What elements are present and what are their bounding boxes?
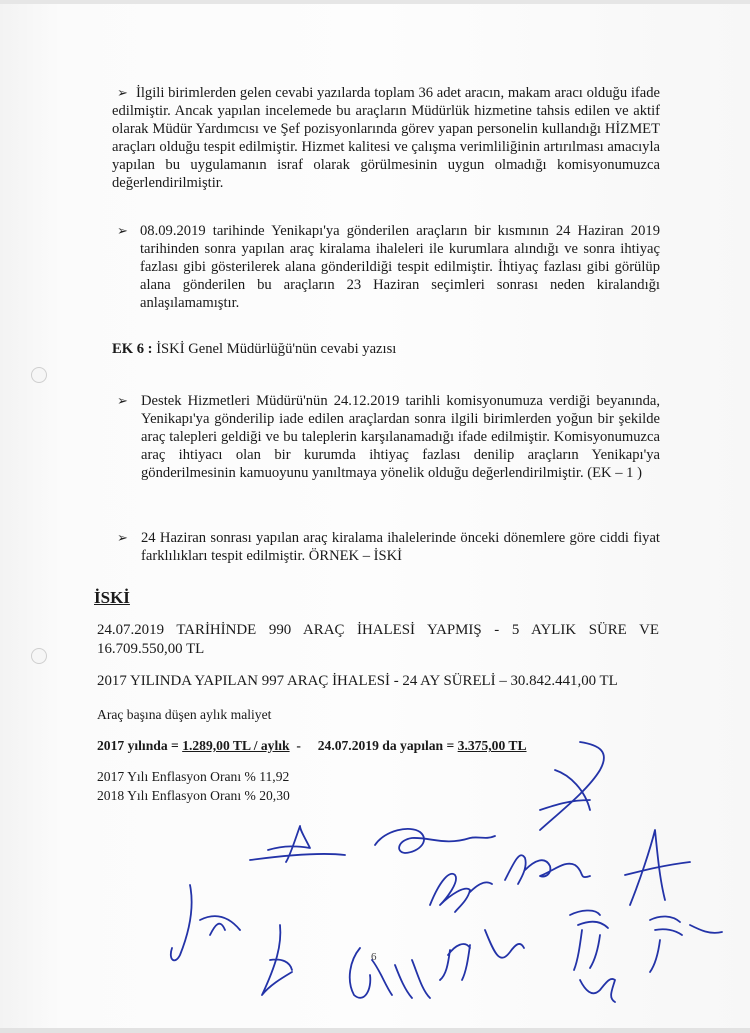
signature: [625, 830, 690, 905]
paragraph-destek-hizmetleri: Destek Hizmetleri Müdürü'nün 24.12.2019 tarihli komisyonumuza verdiği beyanında, Yenikapı'ya gönderilip iade edilen araçlardan sonra ilgili birimlerden yoğun bir şekilde araç talepleri geldiği ve bu taleplerin karşılanamadığı ifade edilmiştir. Komisyonumuzca araç ihtiyacı olan bir kurumda ihtiyaç fazlası denilip araçların Yenikapı'ya gönderilmesinin kamuoyunu yanıltmaya yönelik olduğu değerlendirilmiştir. (EK – 1 ): [141, 393, 660, 481]
signature: [650, 916, 722, 972]
bullet-arrow: ➢: [117, 530, 128, 545]
attachment-label: EK 6 :: [112, 341, 153, 357]
page-top-edge: [0, 0, 750, 4]
monthly-cost-comparison: [97, 737, 527, 755]
iski-tender-2019: 24.07.2019 TARİHİNDE 990 ARAÇ İHALESİ YAPMIŞ - 5 AYLIK SÜRE VE 16.709.550,00 TL: [97, 622, 659, 657]
cost-2019-value: 3.375,00 TL: [457, 738, 527, 753]
bullet-arrow: ➢: [117, 223, 128, 238]
iski-tender-2017: 2017 YILINDA YAPILAN 997 ARAÇ İHALESİ - 24 AY SÜRELİ – 30.842.441,00 TL: [97, 673, 618, 689]
monthly-cost-caption: Araç başına düşen aylık maliyet: [97, 707, 272, 722]
inflation-2018: 2018 Yılı Enflasyon Oranı % 20,30: [97, 788, 290, 803]
signature: [375, 829, 495, 853]
cost-2017-value: 1.289,00 TL / aylık: [182, 738, 290, 753]
signature: [171, 885, 240, 960]
signature: [505, 855, 590, 884]
signature: [250, 826, 345, 862]
binder-hole: [31, 648, 47, 664]
signature: [440, 930, 524, 980]
page-number: 6: [371, 951, 377, 963]
bullet-arrow: ➢: [117, 393, 128, 408]
paragraph-yenikapi-araclari: 08.09.2019 tarihinde Yenikapı'ya gönderilen araçların bir kısmının 24 Haziran 2019 tarihinden sonra yapılan araç kiralama ihaleleri ile kurumlara alındığı ve sonra ihtiyaç fazlası gibi gösterilerek alana gönderildiği tespit edilmiştir. İhtiyaç fazlası gibi görülüp alana gönderilen bu araçların 23 Haziran seçimleri sonrası neden kiralandığı anlaşılamamıştır.: [140, 223, 660, 311]
signature: [430, 874, 492, 912]
signature: [262, 925, 292, 995]
attachment-title: İSKİ Genel Müdürlüğü'nün cevabi yazısı: [152, 341, 397, 357]
paragraph-makam-araclari: İlgili birimlerden gelen cevabi yazılarda toplam 36 adet aracın, makam aracı olduğu ifade edilmiştir. Ancak yapılan incelemede bu araçların Müdürlük hizmetine tahsis edilen ve aktif olarak Müdür Yardımcısı ve Şef pozisyonlarında görev yapan personelin kullandığı HİZMET araçları olduğu tespit edilmiştir. Hizmet kalitesi ve çalışma verimliliğinin artırılması amacıyla yapılan bu uygulamanın israf olarak görülmesinin uygun olmadığı komisyonumuzca değerlendirilmiştir.: [112, 85, 660, 191]
section-heading-iski: İSKİ: [94, 588, 130, 607]
signature: [570, 910, 608, 970]
cost-2019-label: 24.07.2019 da yapılan =: [317, 738, 458, 753]
signature: [350, 948, 430, 998]
signature: [580, 979, 615, 1002]
bullet-arrow: ➢: [117, 85, 128, 100]
inflation-2017: 2017 Yılı Enflasyon Oranı % 11,92: [97, 769, 290, 784]
binder-hole: [31, 367, 47, 383]
paragraph-fiyat-farkliliklari: 24 Haziran sonrası yapılan araç kiralama ihalelerinde önceki dönemlere göre ciddi fiyat farklılıkları tespit edilmiştir. ÖRNEK – İSKİ: [141, 530, 660, 564]
page-bottom-edge: [0, 1028, 750, 1033]
attachment-heading: [112, 340, 396, 358]
signature: [540, 742, 604, 830]
cost-2017-label: 2017 yılında =: [97, 738, 183, 753]
cost-separator: -: [289, 738, 308, 753]
